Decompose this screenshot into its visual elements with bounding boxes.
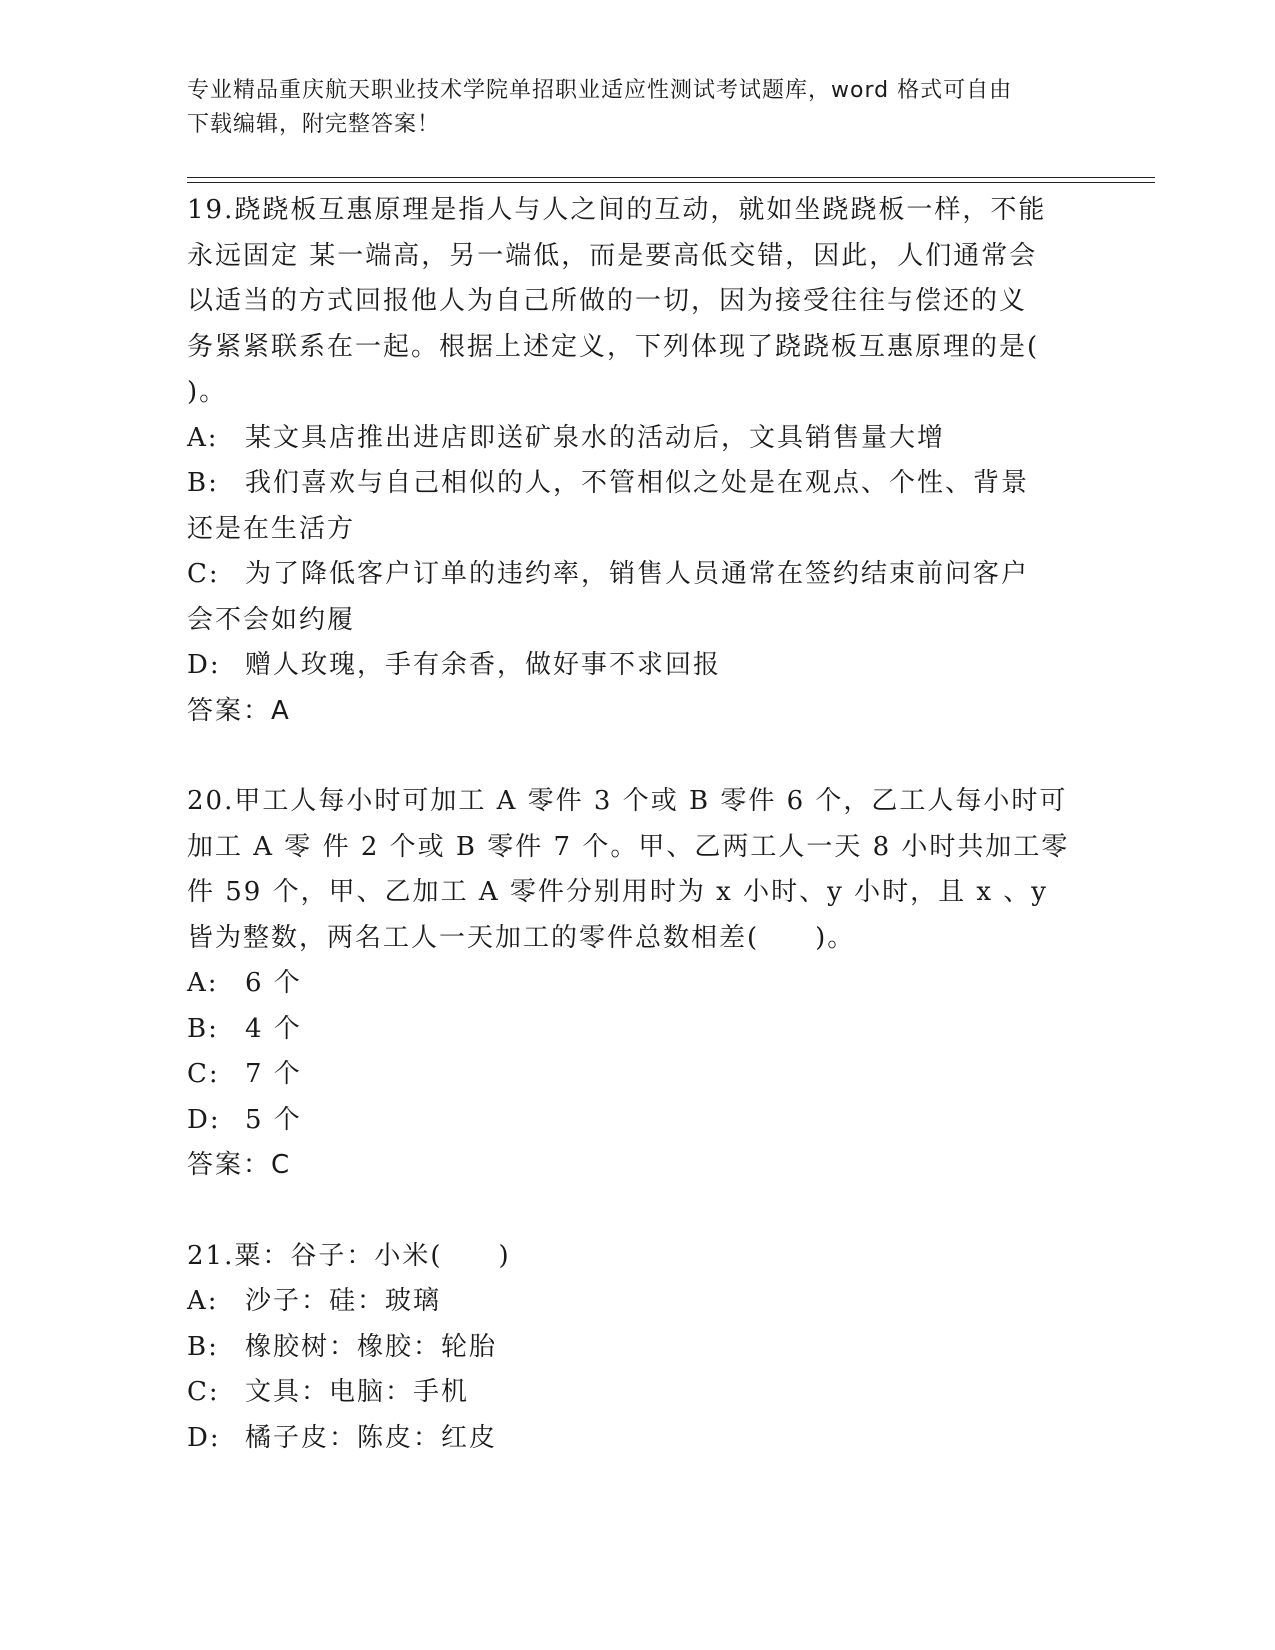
question-20 (187, 779, 1087, 1189)
option-letter: C: (187, 1059, 220, 1089)
question-list (187, 188, 1087, 1461)
option-c (187, 1370, 1087, 1416)
option-text: 我们喜欢与自己相似的人，不管相似之处是在观点、个性、背景 (245, 468, 1030, 498)
option-text: 5 个 (245, 1104, 302, 1135)
stem-line: )。 (187, 377, 228, 407)
question-19 (187, 188, 1087, 734)
question-21 (187, 1234, 1087, 1462)
option-a (187, 1279, 1087, 1325)
document-header (187, 74, 1067, 142)
option-b (187, 1325, 1087, 1371)
header-rule-bottom (187, 182, 1155, 183)
option-letter: A: (187, 968, 219, 998)
option-c (187, 1052, 1087, 1098)
spacer (187, 1189, 1087, 1234)
option-letter: B: (187, 1013, 219, 1044)
answer-label: 答案：C (187, 1150, 292, 1180)
option-text-continued: 还是在生活方 (187, 513, 356, 544)
option-letter: C: (187, 1377, 220, 1407)
option-letter: A: (187, 1286, 219, 1316)
stem-line: 务紧紧联系在一起。根据上述定义，下列体现了跷跷板互惠原理的是( (187, 331, 1040, 362)
option-d (187, 1098, 1087, 1144)
option-text: 橘子皮：陈皮：红皮 (245, 1422, 498, 1453)
option-c (187, 552, 1087, 643)
header-line-2: 下载编辑，附完整答案！ (187, 112, 441, 137)
option-text: 文具：电脑：手机 (245, 1377, 470, 1407)
option-text-continued: 会不会如约履 (187, 604, 356, 635)
option-a (187, 416, 1087, 462)
option-letter: B: (187, 1331, 219, 1362)
question-stem (187, 779, 1087, 961)
stem-line: 20.甲工人每小时可加工 A 零件 3 个或 B 零件 6 个，乙工人每小时可 (187, 786, 1068, 816)
option-letter: D: (187, 1422, 221, 1453)
stem-line: 以适当的方式回报他人为自己所做的一切，因为接受往往与偿还的义 (187, 286, 1028, 316)
spacer (187, 734, 1087, 779)
stem-line: 件 59 个，甲、乙加工 A 零件分别用时为 x 小时、y 小时，且 x 、y (187, 877, 1048, 907)
option-b (187, 1007, 1087, 1053)
header-line-1: 专业精品重庆航天职业技术学院单招职业适应性测试考试题库，word 格式可自由 (187, 78, 1013, 103)
option-d (187, 643, 1087, 689)
option-text: 4 个 (245, 1013, 302, 1044)
option-text: 为了降低客户订单的违约率，销售人员通常在签约结束前问客户 (245, 559, 1030, 589)
option-letter: D: (187, 1104, 221, 1135)
stem-line: 19.跷跷板互惠原理是指人与人之间的互动，就如坐跷跷板一样，不能 (187, 195, 1047, 225)
option-text: 6 个 (245, 968, 302, 998)
option-a (187, 961, 1087, 1007)
question-stem (187, 1234, 1087, 1280)
option-text: 7 个 (245, 1059, 302, 1089)
stem-line: 加工 A 零 件 2 个或 B 零件 7 个。甲、乙两工人一天 8 小时共加工零 (187, 831, 1070, 862)
option-text: 橡胶树：橡胶：轮胎 (245, 1331, 498, 1362)
option-text: 沙子：硅：玻璃 (245, 1286, 442, 1316)
stem-line: 皆为整数，两名工人一天加工的零件总数相差( )。 (187, 922, 856, 953)
stem-line: 永远固定 某一端高，另一端低，而是要高低交错，因此，人们通常会 (187, 240, 1038, 271)
question-stem (187, 188, 1087, 416)
option-letter: B: (187, 468, 219, 498)
answer-label: 答案：A (187, 695, 291, 726)
header-rule-top (187, 177, 1155, 178)
stem-line: 21.粟：谷子：小米( ) (187, 1240, 511, 1271)
option-text: 赠人玫瑰，手有余香，做好事不求回报 (245, 650, 722, 680)
option-letter: D: (187, 650, 221, 680)
option-b (187, 461, 1087, 552)
option-letter: C: (187, 559, 220, 589)
option-letter: A: (187, 422, 219, 453)
option-text: 某文具店推出进店即送矿泉水的活动后，文具销售量大增 (245, 422, 946, 453)
option-d (187, 1416, 1087, 1462)
